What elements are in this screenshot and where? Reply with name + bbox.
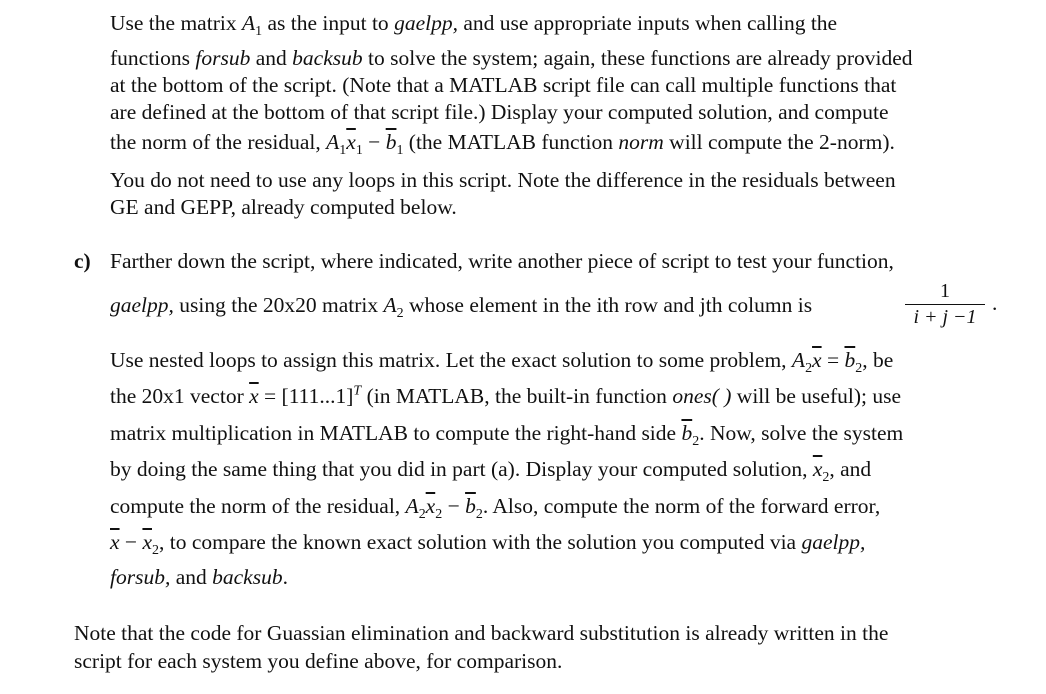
fraction-denominator: i + j −1 xyxy=(913,306,977,328)
ones-vector: = $[111...1]^T$ xyxy=(258,383,362,408)
para1-line-6: You do not need to use any loops in this script. Note the difference in the residuals between xyxy=(110,168,896,192)
note-line-2: script for each system you define above, for comparison. xyxy=(74,649,563,673)
partc-line-4: the 20x1 vector $\overline{x} = [111...1]^T$ (in MATLAB, the built-in function ones( ) will be useful); use xyxy=(110,383,901,408)
system-equation: $A_2\overline{x} = \overline{b}_2$ xyxy=(791,348,863,376)
function-name: forsub xyxy=(195,46,251,70)
fraction-period: . xyxy=(992,291,998,315)
para1-line-2: functions forsub and backsub to solve the system; again, these functions are already provided xyxy=(110,46,913,70)
function-name: ones( ) xyxy=(672,384,732,408)
function-name: forsub, xyxy=(110,565,171,589)
matrix-a1: $A_1$ xyxy=(241,11,263,39)
function-name: gaelpp, xyxy=(801,530,866,554)
vector-x: $\overline{x}$ xyxy=(249,384,259,408)
para1-line-7: GE and GEPP, already computed below. xyxy=(110,195,457,219)
fraction-numerator: 1 xyxy=(940,280,950,302)
partc-line-3: Use nested loops to assign this matrix. Let the exact solution to some problem, $A_2\overline{x} = \overline{b}_2$, be xyxy=(110,348,894,376)
vector-x2: $\overline{x}_2$ xyxy=(812,457,830,485)
partc-line-7: compute the norm of the residual, $A_2\overline{x}_2 - \overline{b}_2$. Also, compute the norm of the forward error, xyxy=(110,494,881,522)
function-name: backsub xyxy=(212,565,283,589)
text-run: Use the matrix xyxy=(110,11,242,35)
para1-line-4: are defined at the bottom of that script file.) Display your computed solution, and compute xyxy=(110,100,889,124)
partc-line-8: $\overline{x} - \overline{x}_2$, to compare the known exact solution with the solution you computed via gaelpp, xyxy=(110,530,866,558)
partc-line-6: by doing the same thing that you did in part (a). Display your computed solution, $\overline{x}_2$, and xyxy=(110,457,872,485)
function-name: gaelpp, xyxy=(110,293,174,317)
residual-expression: $A_1\overline{x}_1 - \overline{b}_1$ xyxy=(326,130,404,158)
para1-line-5: the norm of the residual, $A_1\overline{x}_1 - \overline{b}_1$ (the MATLAB function norm will compute the 2-norm). xyxy=(110,130,895,158)
partc-line-5: matrix multiplication in MATLAB to compute the right-hand side $\overline{b}_2$. Now, solve the system xyxy=(110,421,904,449)
partc-line-2: gaelpp, using the 20x20 matrix $A_2$ whose element in the ith row and jth column is xyxy=(110,293,813,321)
vector-b2: $\overline{b}_2$ xyxy=(681,421,700,449)
function-name: norm xyxy=(618,130,664,154)
para1-line-3: at the bottom of the script. (Note that a MATLAB script file can call multiple functions that xyxy=(110,73,897,97)
para1-line-1 xyxy=(110,10,838,39)
partc-line-1: Farther down the script, where indicated, write another piece of script to test your function, xyxy=(110,249,894,273)
function-name: backsub xyxy=(292,46,363,70)
partc-line-9: forsub, and backsub. xyxy=(110,565,288,589)
text-run: as the input to xyxy=(262,11,395,35)
hilbert-fraction xyxy=(905,280,985,329)
part-c-label: c) xyxy=(74,249,91,273)
forward-error-expression: $\overline{x} - \overline{x}_2$ xyxy=(110,530,159,558)
text-run: and use appropriate inputs when calling the xyxy=(457,11,838,35)
function-name: gaelpp, xyxy=(394,11,458,35)
residual-expression: $A_2\overline{x}_2 - \overline{b}_2$ xyxy=(405,494,483,522)
note-line-1: Note that the code for Guassian elimination and backward substitution is already written in the xyxy=(74,621,889,645)
matrix-a2: $A_2$ xyxy=(383,293,404,321)
